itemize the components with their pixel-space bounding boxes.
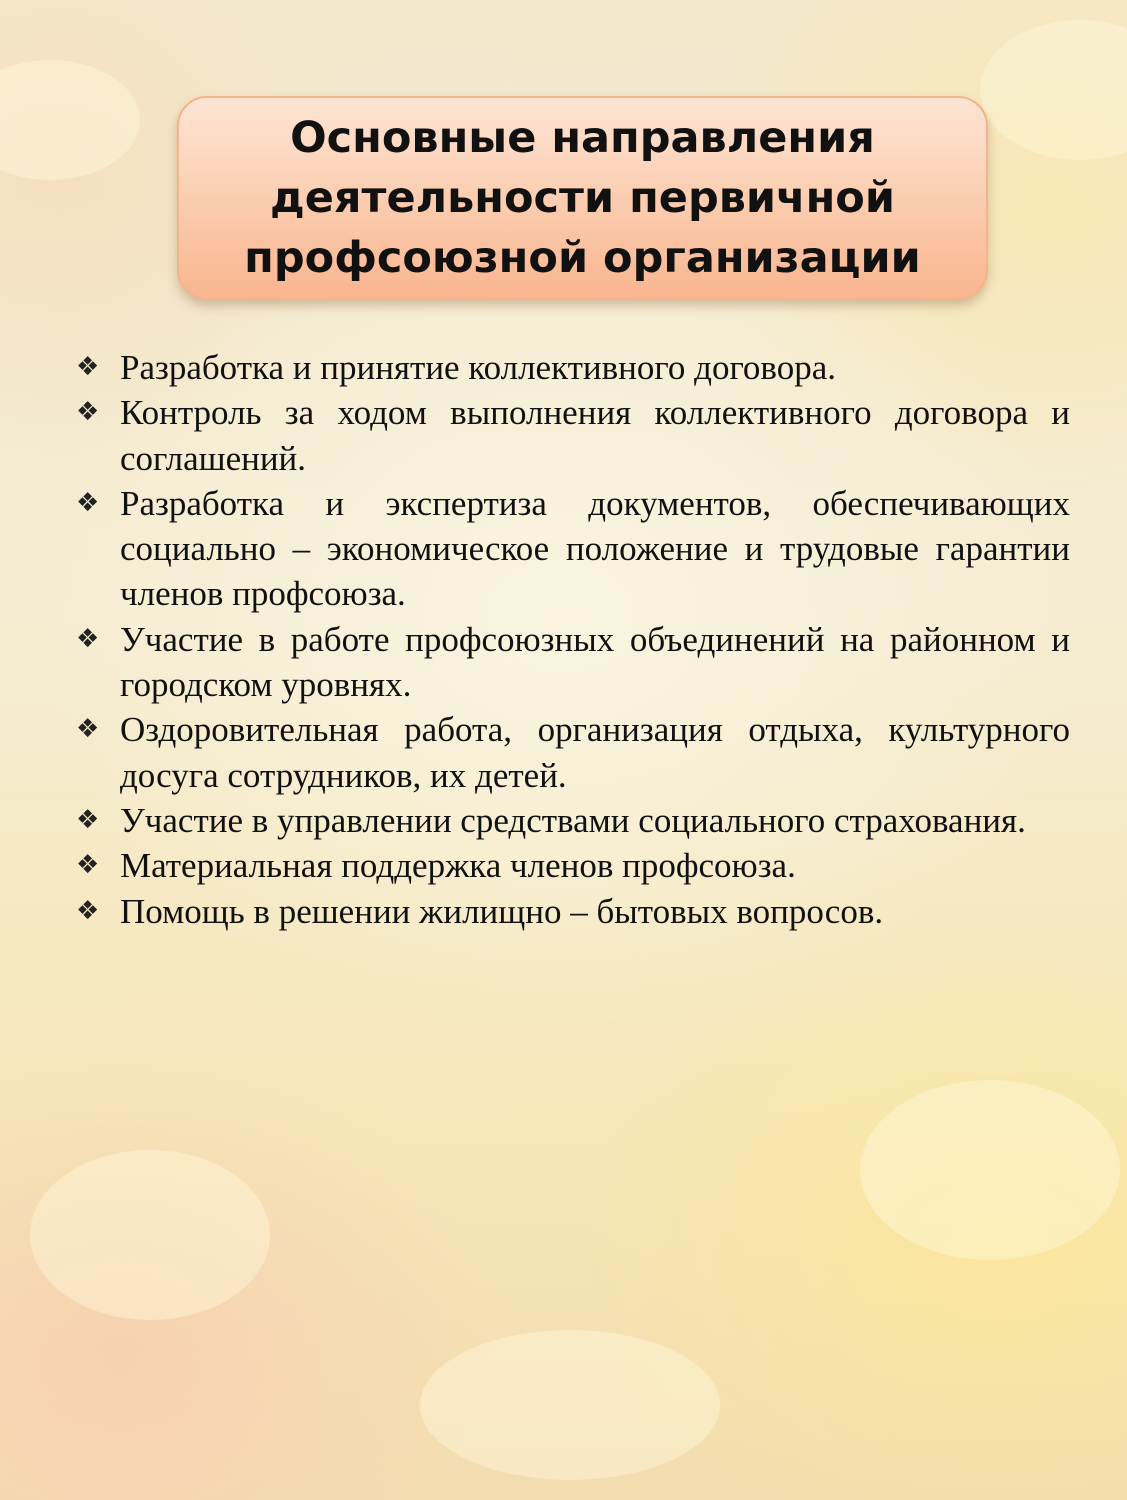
flower-decoration	[420, 1330, 720, 1480]
diamond-bullet-icon: ❖	[76, 397, 100, 428]
activity-list	[74, 345, 1070, 934]
list-item	[74, 390, 1070, 481]
list-item-text: Контроль за ходом выполнения коллективного договора и соглашений.	[120, 393, 1070, 478]
list-item-text: Материальная поддержка членов профсоюза.	[120, 846, 796, 886]
list-item	[74, 843, 1070, 888]
list-item-text: Оздоровительная работа, организация отдыха, культурного досуга сотрудников, их детей.	[120, 710, 1070, 795]
title-box	[177, 96, 988, 300]
diamond-bullet-icon: ❖	[76, 487, 100, 518]
diamond-bullet-icon: ❖	[76, 352, 100, 382]
list-item	[74, 481, 1070, 617]
list-item	[74, 617, 1070, 708]
list-item-text: Помощь в решении жилищно – бытовых вопросов.	[120, 891, 884, 931]
title-line-2: деятельности первичной	[270, 173, 895, 223]
flower-decoration	[860, 1080, 1120, 1260]
title-line-3: профсоюзной организации	[244, 233, 921, 283]
page-title	[213, 108, 953, 288]
list-item-text: Участие в управлении средствами социального страхования.	[120, 800, 1026, 840]
diamond-bullet-icon: ❖	[76, 623, 100, 654]
list-item	[74, 707, 1070, 798]
list-item-text: Разработка и принятие коллективного договора.	[120, 348, 836, 387]
title-line-1: Основные направления	[290, 113, 875, 163]
diamond-bullet-icon: ❖	[76, 804, 100, 835]
flower-decoration	[980, 20, 1127, 160]
diamond-bullet-icon: ❖	[76, 714, 100, 745]
flower-decoration	[30, 1150, 270, 1320]
list-item-text: Разработка и экспертиза документов, обеспечивающих социально – экономическое положение и трудовые гарантии членов профсоюза.	[120, 483, 1070, 614]
list-item-text: Участие в работе профсоюзных объединений на районном и городском уровнях.	[120, 619, 1070, 705]
list-item	[74, 798, 1070, 843]
diamond-bullet-icon: ❖	[76, 850, 100, 881]
diamond-bullet-icon: ❖	[76, 895, 100, 926]
list-item	[74, 889, 1070, 934]
flower-decoration	[0, 60, 140, 180]
list-item	[74, 345, 1070, 390]
